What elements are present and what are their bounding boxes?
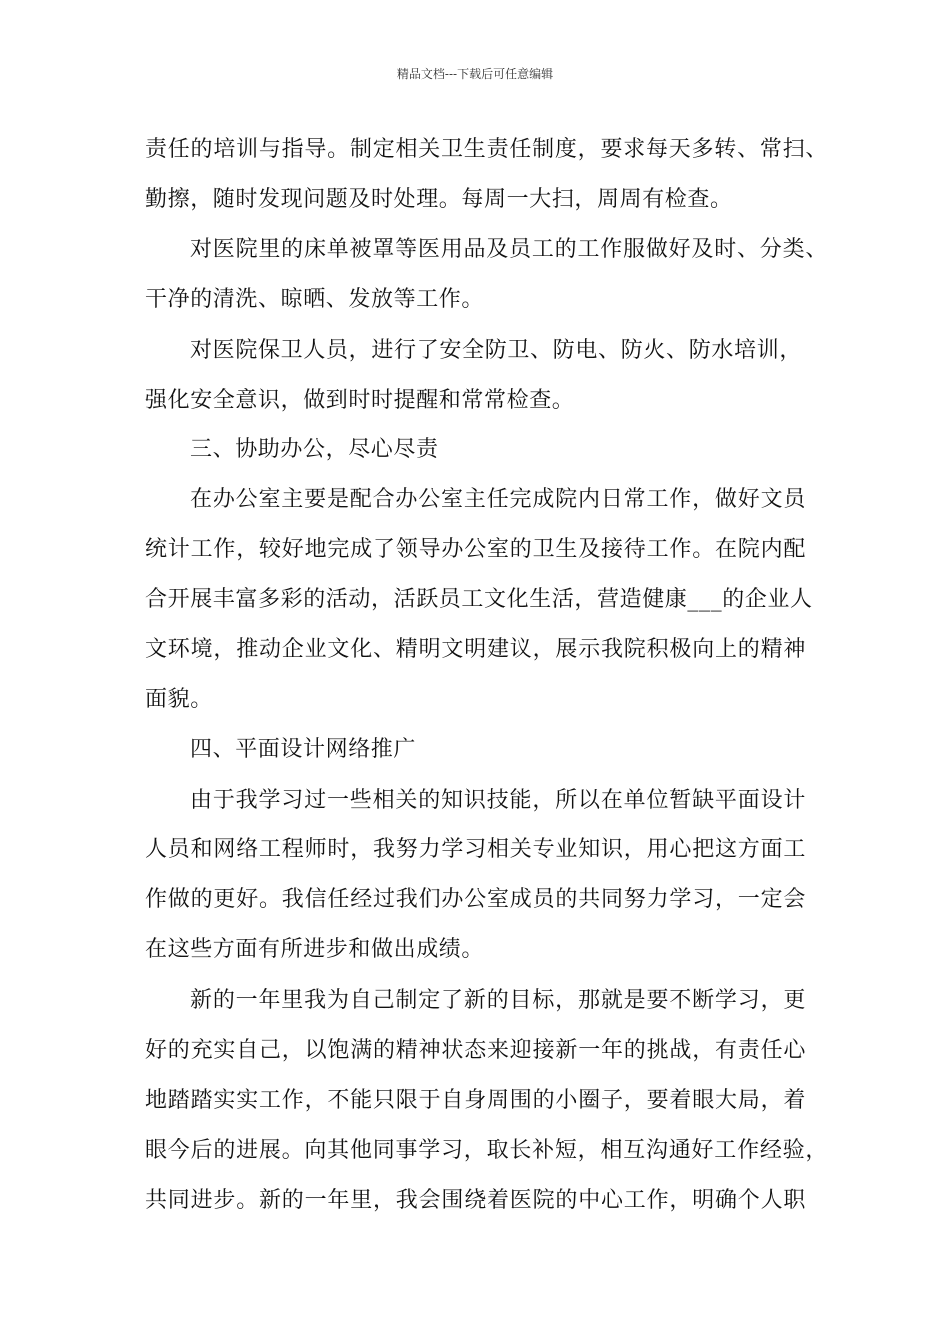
text-line: 作做的更好。我信任经过我们办公室成员的共同努力学习，一定会 <box>145 887 806 912</box>
text-line: 新的一年里我为自己制定了新的目标，那就是要不断学习，更 <box>190 988 806 1013</box>
text-line: 面貌。 <box>145 687 213 712</box>
text-line: 在这些方面有所进步和做出成绩。 <box>145 937 485 962</box>
text-line: 人员和网络工程师时，我努力学习相关专业知识，用心把这方面工 <box>145 837 806 862</box>
text-line: 勤擦，随时发现问题及时处理。每周一大扫，周周有检查。 <box>145 187 733 212</box>
text-line: 干净的清洗、晾晒、发放等工作。 <box>145 287 485 312</box>
text-line: 合开展丰富多彩的活动，活跃员工文化生活，营造健康___的企业人 <box>145 587 813 612</box>
text-line: 强化安全意识，做到时时提醒和常常检查。 <box>145 388 575 413</box>
section-heading: 三、协助办公，尽心尽责 <box>190 437 439 462</box>
text-line: 好的充实自己，以饱满的精神状态来迎接新一年的挑战，有责任心 <box>145 1038 806 1063</box>
text-line: 共同进步。新的一年里，我会围绕着医院的中心工作，明确个人职 <box>145 1188 806 1213</box>
page-header: 精品文档---下载后可任意编辑 <box>396 67 554 81</box>
section-heading: 四、平面设计网络推广 <box>190 737 417 762</box>
text-line: 对医院里的床单被罩等医用品及员工的工作服做好及时、分类、 <box>190 237 828 262</box>
text-line: 眼今后的进展。向其他同事学习，取长补短，相互沟通好工作经验， <box>145 1138 828 1163</box>
text-line: 由于我学习过一些相关的知识技能，所以在单位暂缺平面设计 <box>190 788 806 813</box>
text-line: 在办公室主要是配合办公室主任完成院内日常工作，做好文员 <box>190 487 806 512</box>
text-line: 文环境，推动企业文化、精明文明建议，展示我院积极向上的精神 <box>145 637 806 662</box>
text-line: 对医院保卫人员，进行了安全防卫、防电、防火、防水培训， <box>190 338 802 363</box>
text-line: 统计工作，较好地完成了领导办公室的卫生及接待工作。在院内配 <box>145 537 806 562</box>
text-line: 地踏踏实实工作，不能只限于自身周围的小圈子，要着眼大局，着 <box>145 1088 806 1113</box>
text-line: 责任的培训与指导。制定相关卫生责任制度，要求每天多转、常扫、 <box>145 137 828 162</box>
